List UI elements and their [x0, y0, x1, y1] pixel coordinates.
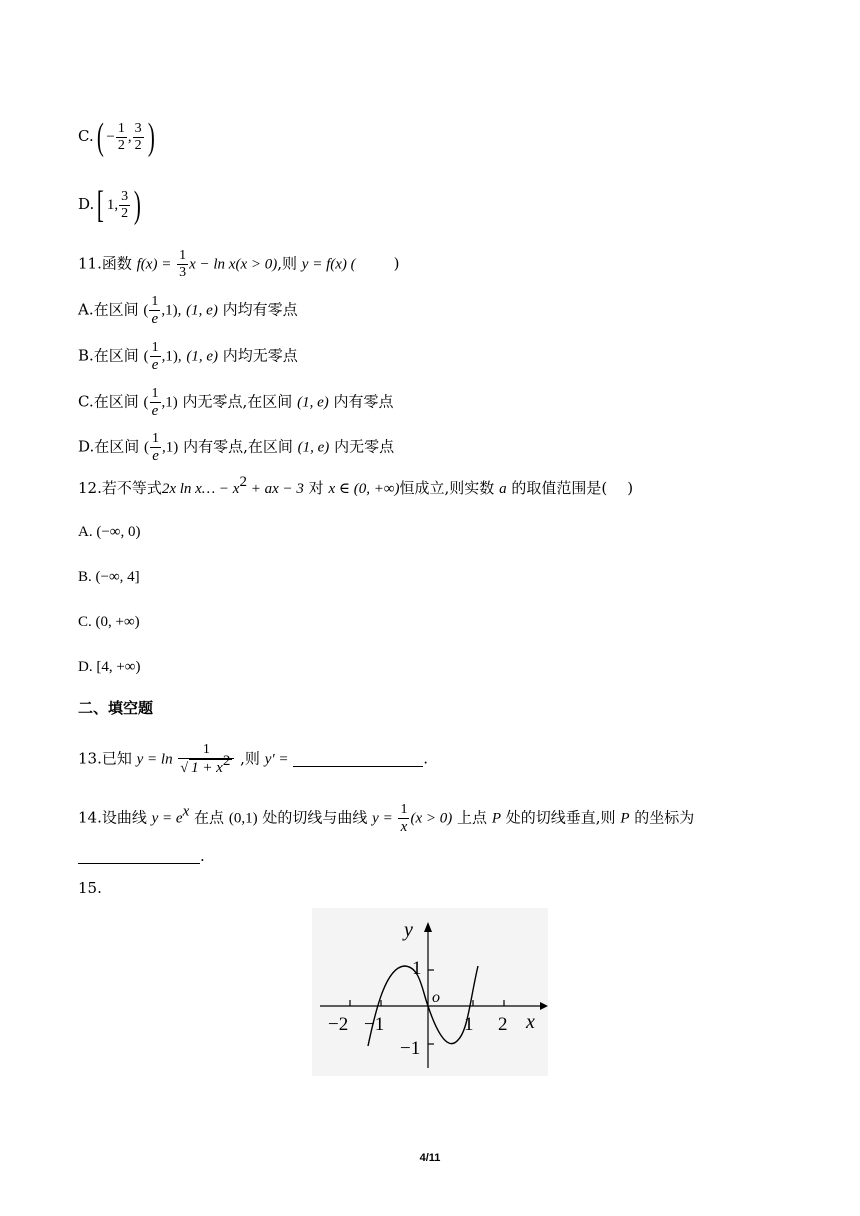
q11-option-b: B.在区间 ( $\frac{1}{e}$ ,1), (1, e) 内均无零点	[78, 340, 298, 373]
q11-option-c: C.在区间 ( $\frac{1}{e}$ ,1) 内无零点,在区间 (1, e) 内有零点	[78, 386, 394, 419]
q13-fraction: $\frac{1}{√ 1 + x^2}$	[178, 742, 234, 777]
x-tick-minus-1: −1	[364, 1014, 385, 1035]
q13-answer-blank[interactable]	[293, 750, 423, 767]
right-paren: )	[147, 116, 155, 158]
q13-stem: 13.已知 y = ln $\frac{1}{√ 1 + x^2}$ ,则 y′ = .	[78, 742, 429, 776]
x-tick-2: 2	[498, 1014, 508, 1035]
y-axis-label: y	[404, 919, 413, 941]
page-number: 4/11	[419, 1152, 441, 1164]
q14-answer-blank[interactable]	[78, 847, 200, 864]
section-heading: 二、填空题	[78, 699, 154, 717]
x-tick-minus-2: −2	[328, 1014, 349, 1035]
q10-option-d: D.[ 1, $\frac{3}{2}$ )	[78, 184, 141, 226]
left-bracket: [	[97, 184, 105, 226]
left-paren: (	[96, 116, 104, 158]
q10-option-c: C.( − $\frac{1}{2}$ , $\frac{3}{2}$ )	[78, 116, 155, 158]
right-paren: )	[134, 184, 141, 226]
origin-label: o	[432, 989, 440, 1006]
q14-stem: 14.设曲线 $y = e^x$ 在点 (0,1) 处的切线与曲线 y = $\frac{1}{x}$ (x > 0) 上点 P 处的切线垂直,则 P 的坐标为	[78, 802, 695, 835]
x-axis-label: x	[526, 1011, 535, 1033]
q12-stem: 12.若不等式2x ln x… − $x^2$ + ax − 3 对 x ∈ (0, +∞)恒成立,则实数 a 的取值范围是( )	[78, 474, 634, 497]
y-tick-minus-1: −1	[400, 1038, 421, 1059]
q12-option-c: C. (0, +∞)	[78, 614, 140, 630]
q12-option-d: D. [4, +∞)	[78, 659, 141, 675]
q15-label: 15.	[78, 879, 102, 897]
q14-answer-line: .	[78, 846, 205, 866]
q15-function-graph	[312, 908, 548, 1076]
x-tick-1: 1	[464, 1014, 474, 1035]
q12-option-b: B. (−∞, 4]	[78, 569, 140, 585]
y-tick-1: 1	[412, 958, 422, 979]
q11-option-d: D.在区间 ( $\frac{1}{e}$ ,1) 内有零点,在区间 (1, e) 内无零点	[78, 431, 395, 464]
q11-option-a: A.在区间 ( $\frac{1}{e}$ ,1), (1, e) 内均有零点	[78, 294, 298, 327]
q11-stem: 11.函数 f(x) = $\frac{1}{3}$ x − ln x(x > 0),则 y = f(x) ( )	[78, 248, 400, 280]
q12-option-a: A. (−∞, 0)	[78, 524, 141, 540]
